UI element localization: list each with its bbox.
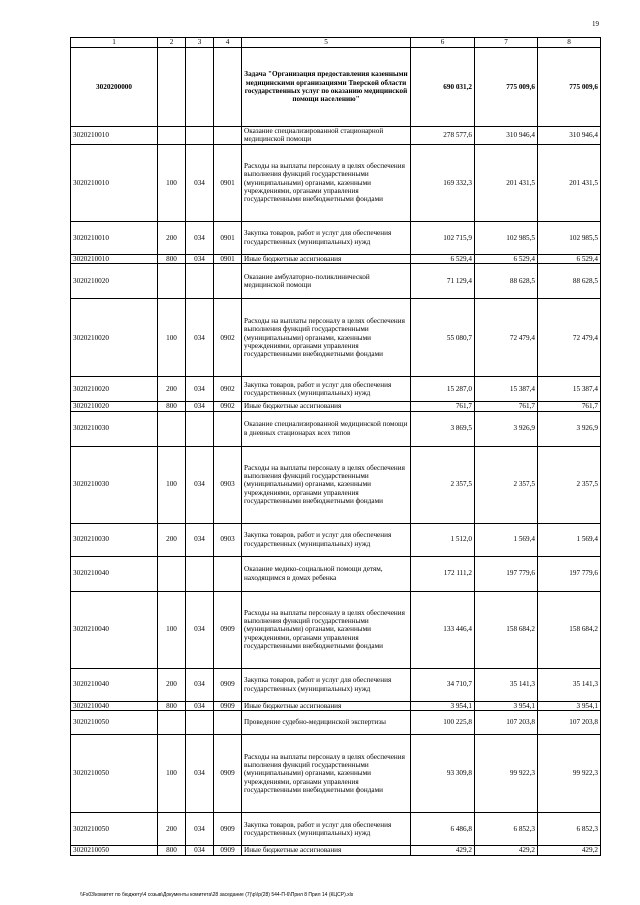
section-cell bbox=[214, 411, 242, 446]
table-row bbox=[71, 377, 601, 402]
value-cell-1: 133 446,4 bbox=[411, 591, 475, 668]
value-cell-1: 102 715,9 bbox=[411, 221, 475, 254]
description-cell: Оказание специализированной стационарной медицинской помощи bbox=[242, 127, 411, 145]
value-cell-3: 2 357,5 bbox=[538, 446, 601, 523]
expense-type-cell: 800 bbox=[158, 701, 186, 710]
code-cell: 3020210050 bbox=[71, 846, 158, 856]
code-cell: 3020210010 bbox=[71, 254, 158, 263]
expense-type-cell: 800 bbox=[158, 254, 186, 263]
value-cell-2: 6 852,3 bbox=[475, 813, 538, 846]
section-cell: 0909 bbox=[214, 846, 242, 856]
section-cell: 0901 bbox=[214, 144, 242, 221]
value-cell-2: 107 203,8 bbox=[475, 711, 538, 735]
budget-table bbox=[70, 37, 601, 856]
ministry-cell: 034 bbox=[186, 813, 214, 846]
value-cell-3: 775 009,6 bbox=[538, 48, 601, 127]
ministry-cell bbox=[186, 127, 214, 145]
value-cell-3: 1 569,4 bbox=[538, 523, 601, 556]
expense-type-cell bbox=[158, 556, 186, 591]
section-cell bbox=[214, 127, 242, 145]
value-cell-2: 310 946,4 bbox=[475, 127, 538, 145]
section-cell: 0901 bbox=[214, 254, 242, 263]
section-cell: 0909 bbox=[214, 813, 242, 846]
description-cell: Задача "Организация предоставления казенными медицинскими организациями Тверской области государственных услуг по оказанию медицинской помощи населению" bbox=[242, 48, 411, 127]
table-row bbox=[71, 299, 601, 377]
code-cell: 3020210040 bbox=[71, 668, 158, 701]
value-cell-1: 1 512,0 bbox=[411, 523, 475, 556]
value-cell-2: 761,7 bbox=[475, 402, 538, 411]
value-cell-3: 102 985,5 bbox=[538, 221, 601, 254]
ministry-cell bbox=[186, 711, 214, 735]
section-cell: 0903 bbox=[214, 523, 242, 556]
expense-type-cell: 800 bbox=[158, 846, 186, 856]
header-cell: 7 bbox=[475, 38, 538, 48]
table-row bbox=[71, 523, 601, 556]
value-cell-2: 1 569,4 bbox=[475, 523, 538, 556]
table-row bbox=[71, 735, 601, 813]
value-cell-3: 99 922,3 bbox=[538, 735, 601, 813]
value-cell-1: 278 577,6 bbox=[411, 127, 475, 145]
table-row bbox=[71, 402, 601, 411]
table-row bbox=[71, 701, 601, 710]
value-cell-3: 15 387,4 bbox=[538, 377, 601, 402]
ministry-cell: 034 bbox=[186, 846, 214, 856]
code-cell: 3020210020 bbox=[71, 402, 158, 411]
header-cell: 2 bbox=[158, 38, 186, 48]
value-cell-1: 429,2 bbox=[411, 846, 475, 856]
section-cell: 0902 bbox=[214, 377, 242, 402]
section-cell bbox=[214, 264, 242, 299]
expense-type-cell: 200 bbox=[158, 523, 186, 556]
value-cell-2: 99 922,3 bbox=[475, 735, 538, 813]
table-row bbox=[71, 264, 601, 299]
ministry-cell: 034 bbox=[186, 668, 214, 701]
description-cell: Оказание специализированной медицинской помощи в дневных стационарах всех типов bbox=[242, 411, 411, 446]
value-cell-2: 2 357,5 bbox=[475, 446, 538, 523]
value-cell-2: 158 684,2 bbox=[475, 591, 538, 668]
value-cell-2: 72 479,4 bbox=[475, 299, 538, 377]
ministry-cell: 034 bbox=[186, 735, 214, 813]
description-cell: Закупка товаров, работ и услуг для обеспечения государственных (муниципальных) нужд bbox=[242, 813, 411, 846]
table-row bbox=[71, 846, 601, 856]
description-cell: Иные бюджетные ассигнования bbox=[242, 402, 411, 411]
value-cell-2: 6 529,4 bbox=[475, 254, 538, 263]
section-cell: 0902 bbox=[214, 299, 242, 377]
table-row bbox=[71, 48, 601, 127]
table-row bbox=[71, 711, 601, 735]
value-cell-2: 102 985,5 bbox=[475, 221, 538, 254]
value-cell-3: 35 141,3 bbox=[538, 668, 601, 701]
description-cell: Иные бюджетные ассигнования bbox=[242, 846, 411, 856]
table-row bbox=[71, 254, 601, 263]
description-cell: Иные бюджетные ассигнования bbox=[242, 701, 411, 710]
table-row bbox=[71, 411, 601, 446]
ministry-cell: 034 bbox=[186, 221, 214, 254]
description-cell: Закупка товаров, работ и услуг для обеспечения государственных (муниципальных) нужд bbox=[242, 377, 411, 402]
ministry-cell: 034 bbox=[186, 523, 214, 556]
table-row bbox=[71, 591, 601, 668]
expense-type-cell: 100 bbox=[158, 591, 186, 668]
code-cell: 3020210040 bbox=[71, 591, 158, 668]
expense-type-cell bbox=[158, 48, 186, 127]
section-cell: 0909 bbox=[214, 701, 242, 710]
expense-type-cell: 200 bbox=[158, 668, 186, 701]
file-path-footer: \\Fs03\комитет по бюджету\4 созыв\Документы комитета\28 заседание (7)\p\\p(28) 544-П-6\Прил 8 Прил 14 (КЦСР).xls bbox=[80, 892, 354, 898]
value-cell-2: 197 779,6 bbox=[475, 556, 538, 591]
code-cell: 3020210030 bbox=[71, 523, 158, 556]
expense-type-cell: 100 bbox=[158, 446, 186, 523]
code-cell: 3020200000 bbox=[71, 48, 158, 127]
header-row bbox=[71, 38, 601, 48]
expense-type-cell bbox=[158, 711, 186, 735]
value-cell-3: 3 954,1 bbox=[538, 701, 601, 710]
description-cell: Закупка товаров, работ и услуг для обеспечения государственных (муниципальных) нужд bbox=[242, 221, 411, 254]
ministry-cell: 034 bbox=[186, 446, 214, 523]
expense-type-cell: 200 bbox=[158, 221, 186, 254]
description-cell: Расходы на выплаты персоналу в целях обеспечения выполнения функций государственными (муниципальными) органами, казенными учреждениями, органами управления государственными внебюджетными фондами bbox=[242, 299, 411, 377]
value-cell-2: 15 387,4 bbox=[475, 377, 538, 402]
value-cell-1: 690 031,2 bbox=[411, 48, 475, 127]
value-cell-1: 169 332,3 bbox=[411, 144, 475, 221]
ministry-cell: 034 bbox=[186, 402, 214, 411]
page-number: 19 bbox=[592, 20, 599, 28]
value-cell-3: 310 946,4 bbox=[538, 127, 601, 145]
value-cell-3: 6 852,3 bbox=[538, 813, 601, 846]
ministry-cell bbox=[186, 411, 214, 446]
table-row bbox=[71, 221, 601, 254]
table-row bbox=[71, 668, 601, 701]
section-cell: 0909 bbox=[214, 591, 242, 668]
value-cell-1: 100 225,8 bbox=[411, 711, 475, 735]
value-cell-2: 429,2 bbox=[475, 846, 538, 856]
ministry-cell bbox=[186, 48, 214, 127]
expense-type-cell bbox=[158, 127, 186, 145]
value-cell-3: 72 479,4 bbox=[538, 299, 601, 377]
description-cell: Иные бюджетные ассигнования bbox=[242, 254, 411, 263]
code-cell: 3020210040 bbox=[71, 701, 158, 710]
value-cell-2: 201 431,5 bbox=[475, 144, 538, 221]
value-cell-3: 158 684,2 bbox=[538, 591, 601, 668]
description-cell: Закупка товаров, работ и услуг для обеспечения государственных (муниципальных) нужд bbox=[242, 668, 411, 701]
ministry-cell bbox=[186, 556, 214, 591]
ministry-cell: 034 bbox=[186, 299, 214, 377]
section-cell: 0901 bbox=[214, 221, 242, 254]
ministry-cell: 034 bbox=[186, 144, 214, 221]
expense-type-cell: 200 bbox=[158, 813, 186, 846]
description-cell: Закупка товаров, работ и услуг для обеспечения государственных (муниципальных) нужд bbox=[242, 523, 411, 556]
description-cell: Оказание медико-социальной помощи детям, находящимся в домах ребенка bbox=[242, 556, 411, 591]
table-row bbox=[71, 556, 601, 591]
value-cell-2: 3 954,1 bbox=[475, 701, 538, 710]
section-cell bbox=[214, 556, 242, 591]
value-cell-3: 429,2 bbox=[538, 846, 601, 856]
code-cell: 3020210050 bbox=[71, 813, 158, 846]
ministry-cell: 034 bbox=[186, 591, 214, 668]
value-cell-1: 55 080,7 bbox=[411, 299, 475, 377]
value-cell-3: 88 628,5 bbox=[538, 264, 601, 299]
ministry-cell: 034 bbox=[186, 254, 214, 263]
description-cell: Расходы на выплаты персоналу в целях обеспечения выполнения функций государственными (муниципальными) органами, казенными учреждениями, органами управления государственными внебюджетными фондами bbox=[242, 446, 411, 523]
header-cell: 6 bbox=[411, 38, 475, 48]
header-cell: 3 bbox=[186, 38, 214, 48]
value-cell-1: 172 111,2 bbox=[411, 556, 475, 591]
value-cell-1: 3 869,5 bbox=[411, 411, 475, 446]
description-cell: Расходы на выплаты персоналу в целях обеспечения выполнения функций государственными (муниципальными) органами, казенными учреждениями, органами управления государственными внебюджетными фондами bbox=[242, 144, 411, 221]
expense-type-cell bbox=[158, 411, 186, 446]
description-cell: Расходы на выплаты персоналу в целях обеспечения выполнения функций государственными (муниципальными) органами, казенными учреждениями, органами управления государственными внебюджетными фондами bbox=[242, 735, 411, 813]
expense-type-cell bbox=[158, 264, 186, 299]
ministry-cell: 034 bbox=[186, 377, 214, 402]
value-cell-2: 88 628,5 bbox=[475, 264, 538, 299]
expense-type-cell: 800 bbox=[158, 402, 186, 411]
description-cell: Расходы на выплаты персоналу в целях обеспечения выполнения функций государственными (муниципальными) органами, казенными учреждениями, органами управления государственными внебюджетными фондами bbox=[242, 591, 411, 668]
code-cell: 3020210030 bbox=[71, 411, 158, 446]
header-cell: 5 bbox=[242, 38, 411, 48]
header-cell: 8 bbox=[538, 38, 601, 48]
code-cell: 3020210020 bbox=[71, 299, 158, 377]
ministry-cell: 034 bbox=[186, 701, 214, 710]
value-cell-3: 761,7 bbox=[538, 402, 601, 411]
expense-type-cell: 100 bbox=[158, 299, 186, 377]
code-cell: 3020210010 bbox=[71, 221, 158, 254]
code-cell: 3020210030 bbox=[71, 446, 158, 523]
section-cell: 0902 bbox=[214, 402, 242, 411]
description-cell: Проведение судебно-медицинской экспертизы bbox=[242, 711, 411, 735]
table-row bbox=[71, 813, 601, 846]
header-cell: 4 bbox=[214, 38, 242, 48]
section-cell bbox=[214, 48, 242, 127]
code-cell: 3020210010 bbox=[71, 144, 158, 221]
table-row bbox=[71, 144, 601, 221]
ministry-cell bbox=[186, 264, 214, 299]
value-cell-1: 71 129,4 bbox=[411, 264, 475, 299]
value-cell-2: 775 009,6 bbox=[475, 48, 538, 127]
code-cell: 3020210020 bbox=[71, 377, 158, 402]
expense-type-cell: 100 bbox=[158, 735, 186, 813]
value-cell-1: 2 357,5 bbox=[411, 446, 475, 523]
code-cell: 3020210050 bbox=[71, 735, 158, 813]
expense-type-cell: 200 bbox=[158, 377, 186, 402]
value-cell-1: 3 954,1 bbox=[411, 701, 475, 710]
section-cell bbox=[214, 711, 242, 735]
code-cell: 3020210010 bbox=[71, 127, 158, 145]
description-cell: Оказание амбулаторно-поликлинической медицинской помощи bbox=[242, 264, 411, 299]
header-cell: 1 bbox=[71, 38, 158, 48]
value-cell-1: 93 309,8 bbox=[411, 735, 475, 813]
value-cell-3: 6 529,4 bbox=[538, 254, 601, 263]
value-cell-1: 34 710,7 bbox=[411, 668, 475, 701]
code-cell: 3020210020 bbox=[71, 264, 158, 299]
section-cell: 0903 bbox=[214, 446, 242, 523]
value-cell-3: 197 779,6 bbox=[538, 556, 601, 591]
code-cell: 3020210040 bbox=[71, 556, 158, 591]
table-row bbox=[71, 127, 601, 145]
expense-type-cell: 100 bbox=[158, 144, 186, 221]
value-cell-1: 761,7 bbox=[411, 402, 475, 411]
value-cell-1: 6 529,4 bbox=[411, 254, 475, 263]
value-cell-3: 3 926,9 bbox=[538, 411, 601, 446]
table-row bbox=[71, 446, 601, 523]
code-cell: 3020210050 bbox=[71, 711, 158, 735]
value-cell-2: 3 926,9 bbox=[475, 411, 538, 446]
value-cell-1: 6 486,8 bbox=[411, 813, 475, 846]
section-cell: 0909 bbox=[214, 735, 242, 813]
value-cell-3: 201 431,5 bbox=[538, 144, 601, 221]
value-cell-2: 35 141,3 bbox=[475, 668, 538, 701]
section-cell: 0909 bbox=[214, 668, 242, 701]
value-cell-1: 15 287,0 bbox=[411, 377, 475, 402]
value-cell-3: 107 203,8 bbox=[538, 711, 601, 735]
